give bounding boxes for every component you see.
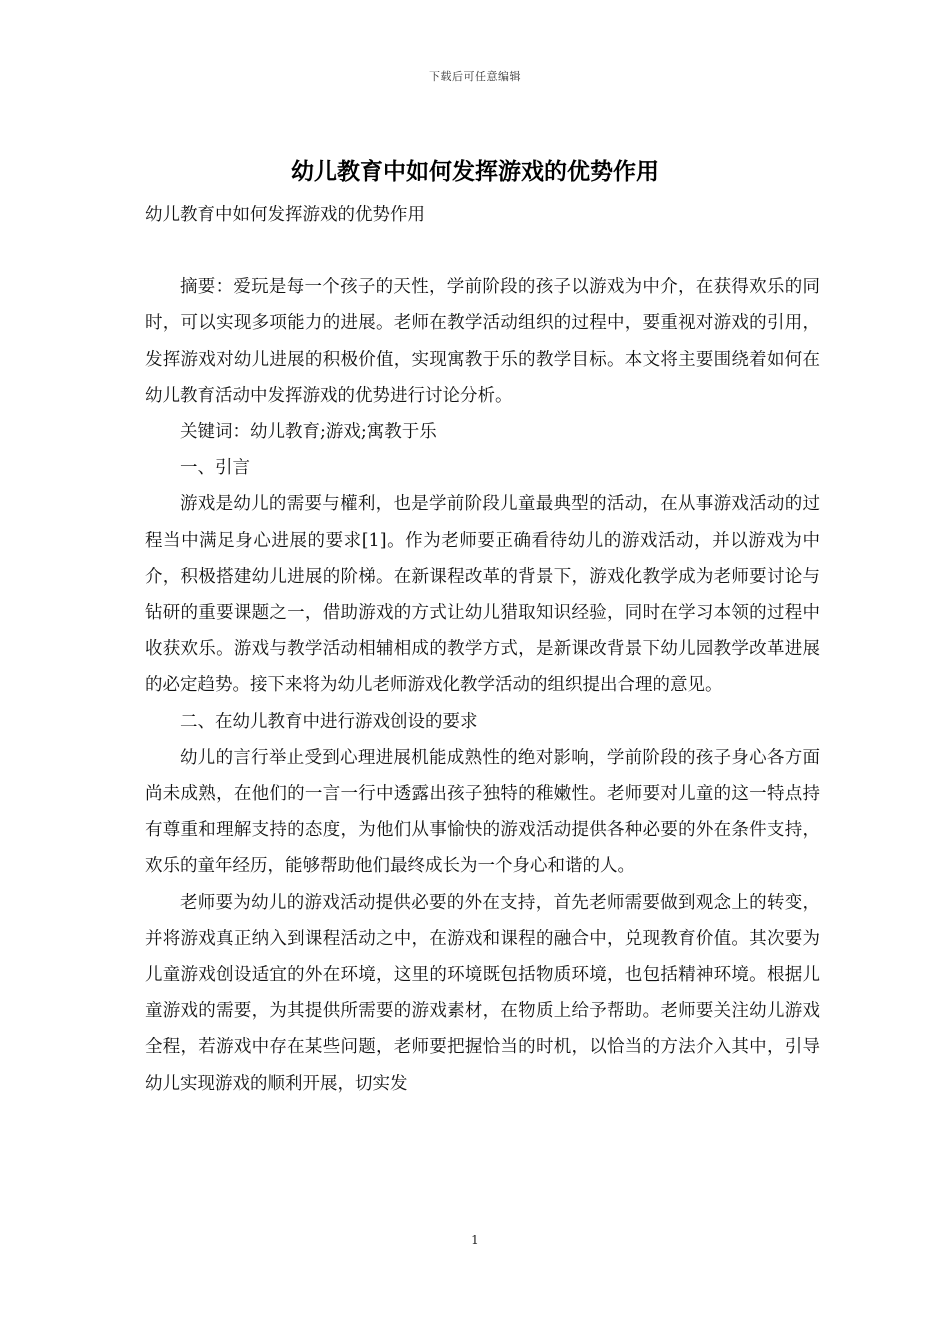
keywords-line: 关键词：幼儿教育;游戏;寓教于乐: [180, 422, 437, 443]
abstract-paragraph: 摘要：爱玩是每一个孩子的天性，学前阶段的孩子以游戏为中介，在获得欢乐的同时，可以实现多项能力的进展。老师在教学活动组织的过程中，要重视对游戏的引用，发挥游戏对幼儿进展的积极价值，实现寓教于乐的教学目标。本文将主要围绕着如何在幼儿教育活动中发挥游戏的优势进行讨论分析。: [145, 277, 820, 406]
page-number: 1: [471, 1233, 479, 1247]
section-heading-introduction: 一、引言: [180, 458, 250, 479]
document-body: [145, 197, 820, 1102]
document-title: 幼儿教育中如何发挥游戏的优势作用: [291, 158, 659, 185]
introduction-paragraph: 游戏是幼儿的需要与權利，也是学前阶段儿童最典型的活动，在从事游戏活动的过程当中满足身心进展的要求[1]。作为老师要正确看待幼儿的游戏活动，并以游戏为中介，积极搭建幼儿进展的阶梯。在新课程改革的背景下，游戏化教学成为老师要讨论与钻研的重要课题之一，借助游戏的方式让幼儿猎取知识经验，同时在学习本领的过程中收获欢乐。游戏与教学活动相辅相成的教学方式，是新课改背景下幼儿园教学改革进展的必定趋势。接下来将为幼儿老师游戏化教学活动的组织提出合理的意见。: [145, 494, 820, 696]
requirements-paragraph-1: 幼儿的言行举止受到心理进展机能成熟性的绝对影响，学前阶段的孩子身心各方面尚未成熟，在他们的一言一行中透露出孩子独特的稚嫩性。老师要对儿童的这一特点持有尊重和理解支持的态度，为他们从事愉快的游戏活动提供各种必要的外在条件支持，欢乐的童年经历，能够帮助他们最终成长为一个身心和谐的人。: [145, 747, 820, 877]
requirements-paragraph-2: 老师要为幼儿的游戏活动提供必要的外在支持，首先老师需要做到观念上的转变，并将游戏真正纳入到课程活动之中，在游戏和课程的融合中，兑现教育价值。其次要为儿童游戏创设适宜的外在环境，这里的环境既包括物质环境，也包括精神环境。根据儿童游戏的需要，为其提供所需要的游戏素材，在物质上给予帮助。老师要关注幼儿游戏全程，若游戏中存在某些问题，老师要把握恰当的时机，以恰当的方法介入其中，引导幼儿实现游戏的顺利开展，切实发: [145, 892, 820, 1094]
document-subtitle: 幼儿教育中如何发挥游戏的优势作用: [145, 205, 425, 225]
header-note: 下载后可任意编辑: [429, 70, 521, 83]
blank-line: [145, 233, 820, 269]
section-heading-requirements: 二、在幼儿教育中进行游戏创设的要求: [180, 711, 478, 732]
